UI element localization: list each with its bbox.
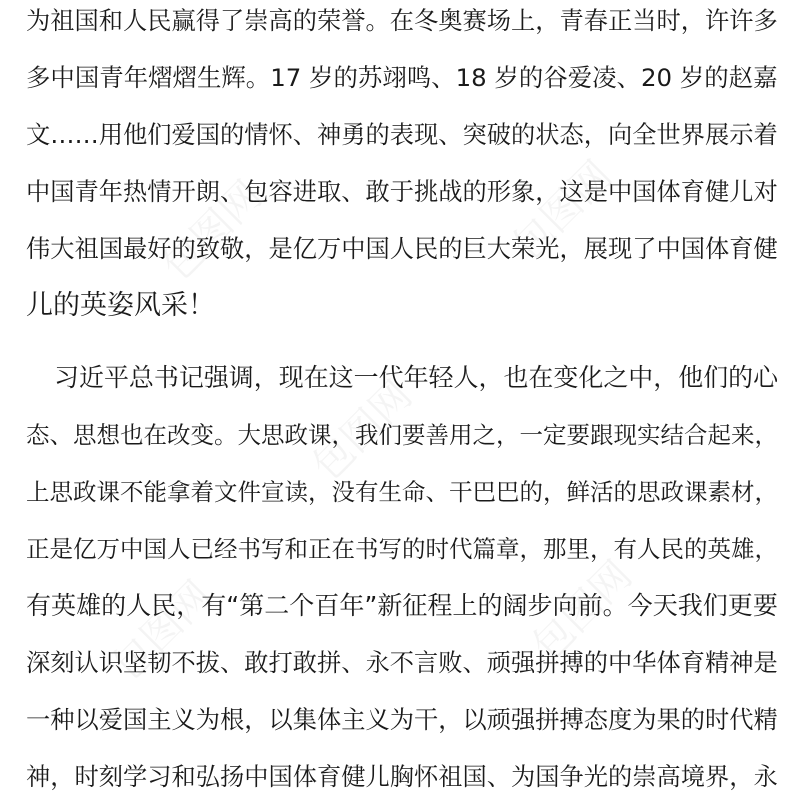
text-line: 文……用他们爱国的情怀、神勇的表现、突破的状态，向全世界展示着	[26, 120, 778, 149]
text-line: 深刻认识坚韧不拔、敢打敢拼、永不言败、顽强拼搏的中华体育精神是	[26, 648, 778, 677]
text-line: 习近平总书记强调，现在这一代年轻人，也在变化之中，他们的心	[54, 363, 779, 392]
text-line: 中国青年热情开朗、包容进取、敢于挑战的形象，这是中国体育健儿对	[26, 177, 778, 206]
text-line: 一种以爱国主义为根，以集体主义为干，以顽强拼搏态度为果的时代精	[26, 705, 778, 734]
text-line: 多中国青年熠熠生辉。17 岁的苏翊鸣、18 岁的谷爱凌、20 岁的赵嘉	[26, 63, 778, 92]
text-line: 有英雄的人民，有“第二个百年”新征程上的阔步向前。今天我们更要	[26, 591, 778, 620]
text-line: 态、思想也在改变。大思政课，我们要善用之，一定要跟现实结合起来，	[26, 421, 778, 449]
text-line: 正是亿万中国人已经书写和正在书写的时代篇章，那里，有人民的英雄，	[26, 535, 778, 563]
text-line: 上思政课不能拿着文件宣读，没有生命、干巴巴的，鲜活的思政课素材，	[26, 478, 778, 506]
text-line: 神，时刻学习和弘扬中国体育健儿胸怀祖国、为国争光的崇高境界，永	[26, 762, 778, 791]
text-line: 为祖国和人民赢得了崇高的荣誉。在冬奥赛场上，青春正当时，许许多	[26, 6, 778, 35]
text-line: 儿的英姿风采！	[26, 290, 215, 321]
text-line: 伟大祖国最好的致敬，是亿万中国人民的巨大荣光，展现了中国体育健	[26, 234, 778, 263]
